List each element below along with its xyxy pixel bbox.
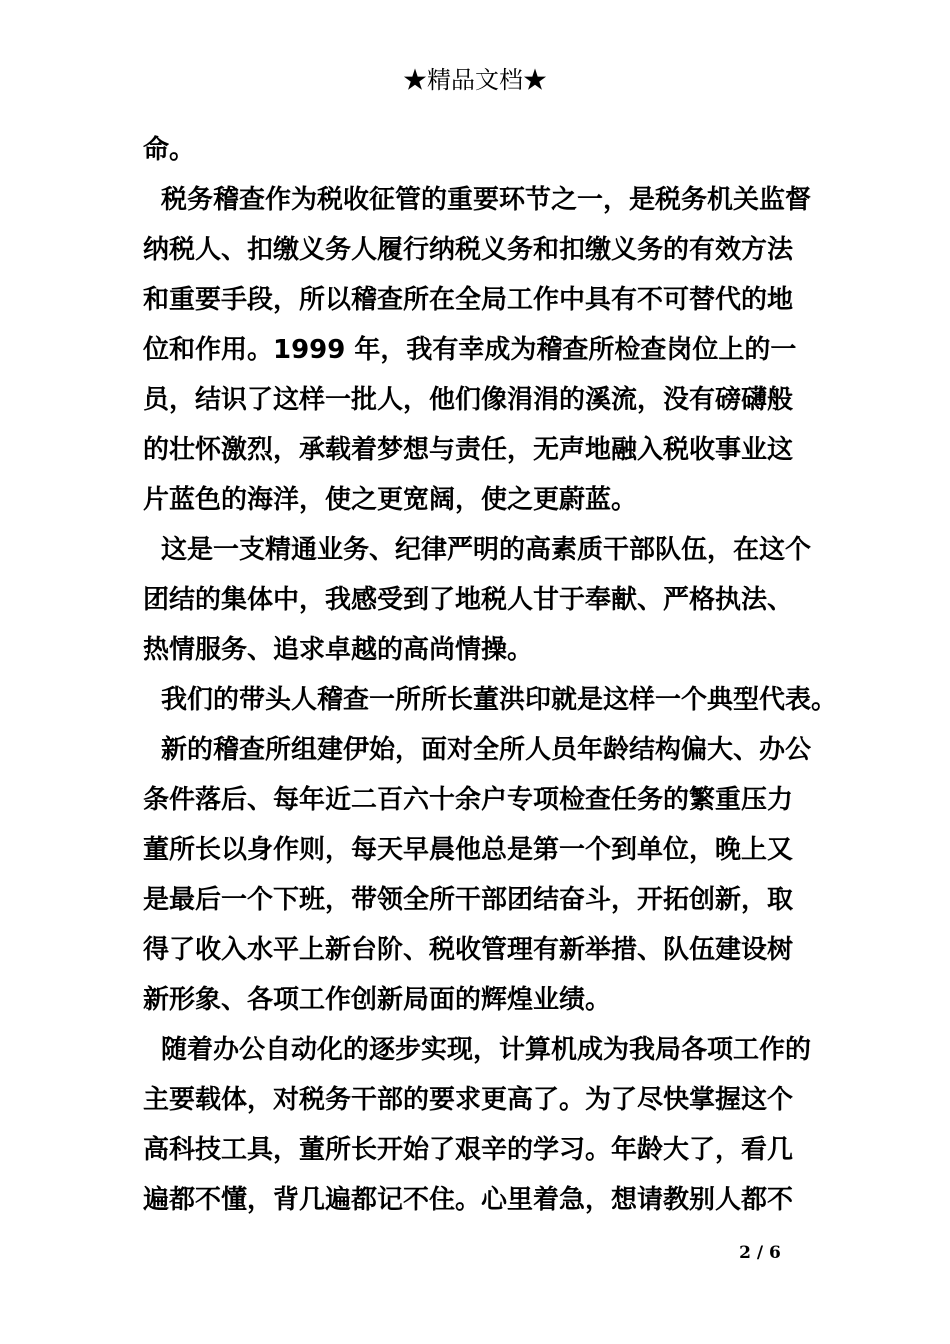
text-line: 员，结识了这样一批人，他们像涓涓的溪流，没有磅礴般 (143, 385, 794, 415)
text-line: 位和作用。1999 年，我有幸成为稽查所检查岗位上的一 (143, 335, 797, 365)
text-line: 得了收入水平上新台阶、税收管理有新举措、队伍建设树 (143, 935, 794, 965)
text-line: 新的稽查所组建伊始，面对全所人员年龄结构偏大、办公 (161, 735, 812, 765)
text-line: 董所长以身作则，每天早晨他总是第一个到单位，晚上又 (143, 835, 794, 865)
text-line: 我们的带头人稽查一所所长董洪印就是这样一个典型代表。 (161, 685, 838, 715)
document-header (0, 62, 950, 98)
page-number (700, 1240, 820, 1266)
text-line: 片蓝色的海洋，使之更宽阔，使之更蔚蓝。 (143, 485, 638, 515)
header-title: ★精品文档★ (403, 66, 547, 94)
text-line: 条件落后、每年近二百六十余户专项检查任务的繁重压力 (143, 785, 794, 815)
text-line: 新形象、各项工作创新局面的辉煌业绩。 (143, 985, 612, 1015)
text-line: 和重要手段，所以稽查所在全局工作中具有不可替代的地 (143, 285, 794, 315)
text-line: 随着办公自动化的逐步实现，计算机成为我局各项工作的 (161, 1035, 812, 1065)
text-line: 遍都不懂，背几遍都记不住。心里着急，想请教别人都不 (143, 1185, 794, 1215)
page-number-text: 2 / 6 (739, 1243, 781, 1263)
text-line: 命。 (143, 135, 196, 165)
text-line: 团结的集体中，我感受到了地税人甘于奉献、严格执法、 (143, 585, 794, 615)
text-line: 热情服务、追求卓越的高尚情操。 (143, 635, 534, 665)
text-line: 这是一支精通业务、纪律严明的高素质干部队伍，在这个 (161, 535, 812, 565)
document-body (143, 125, 838, 1225)
text-line: 税务稽查作为税收征管的重要环节之一，是税务机关监督 (161, 185, 812, 215)
text-line: 的壮怀激烈，承载着梦想与责任，无声地融入税收事业这 (143, 435, 794, 465)
text-line: 高科技工具，董所长开始了艰辛的学习。年龄大了，看几 (143, 1135, 794, 1165)
text-line: 纳税人、扣缴义务人履行纳税义务和扣缴义务的有效方法 (143, 235, 794, 265)
text-line: 是最后一个下班，带领全所干部团结奋斗，开拓创新，取 (143, 885, 794, 915)
text-line: 主要载体，对税务干部的要求更高了。为了尽快掌握这个 (143, 1085, 794, 1115)
